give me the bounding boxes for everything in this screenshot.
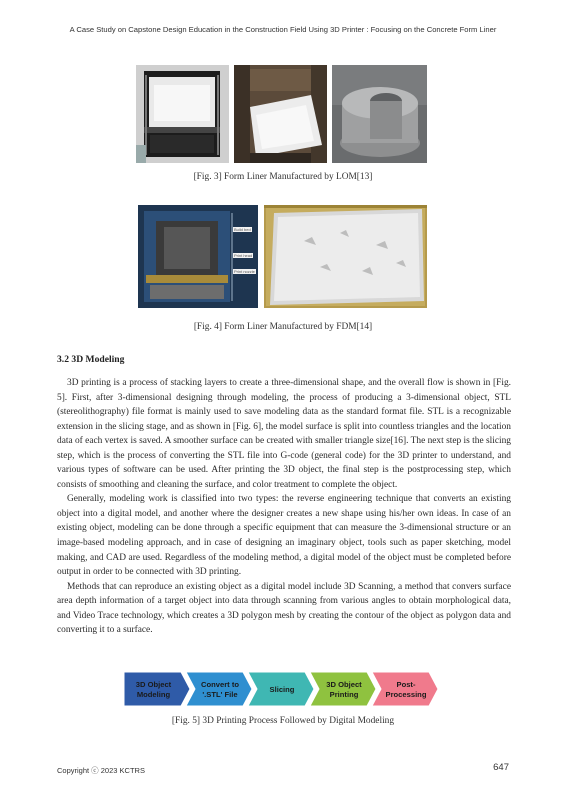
paragraph: 3D printing is a process of stacking layers to create a three-dimensional shape, and the overall flow is shown in [Fig. 5]. First, after 3-dimensional designing through modeling, the process of producing a 3-dimensional object, STL (stereolithography) file format is mainly used to save modeling data as the standard format file. STL is a recognizable extension in the slicing stage, and as shown in [Fig. 6], the model surface is split into countless triangles and the location data of each vertex is saved. A smoother surface can be created with smaller triangle size[16]. The next step is the slicing step, which is the process of converting the STL file into G-code (general code) for the 3D printer to understand, and various types of software can be used. After printing the 3D object, the final step is the postprocessing step, which consists of smoothing and cleaning the surface, and color treatment to complete the object. xyxy=(57,378,511,490)
flow-step-arrow xyxy=(310,672,376,706)
fig5-process-flow xyxy=(124,669,442,709)
footer-copyright: Copyright ⓒ 2023 KCTRS xyxy=(57,766,145,775)
flow-step xyxy=(310,672,376,706)
flow-step-arrow xyxy=(186,672,252,706)
fig4-caption: [Fig. 4] Form Liner Manufactured by FDM[14] xyxy=(193,322,373,332)
fig4-label-print-head: Print head xyxy=(234,253,253,258)
flow-step-label: Convert to xyxy=(201,680,239,689)
body-text xyxy=(57,376,511,638)
fig3-photo-lom-formwork xyxy=(234,65,327,163)
fig5-flow-svg xyxy=(124,669,442,709)
section-title: 3.2 3D Modeling xyxy=(57,354,125,365)
page-number: 647 xyxy=(493,762,509,773)
flow-step-label: 3D Object xyxy=(326,680,362,689)
flow-step-arrow xyxy=(372,672,438,706)
paragraph: Methods that can reproduce an existing object as a digital model include 3D Scanning, a method that convers surface area depth information of a target object into data through scanning from various angles to obtain morphological data, and Video Trace technology, which creates a 3D polygon mesh by creating the contour of the object as polygon data and converting it to a surface. xyxy=(57,581,511,636)
flow-step xyxy=(124,672,190,706)
running-header: A Case Study on Capstone Design Education in the Construction Field Using 3D Printer : Focusing on the Concrete Form Liner xyxy=(69,25,497,34)
flow-step xyxy=(186,672,252,706)
flow-step-label: Post- xyxy=(396,680,416,689)
flow-step-label: '.STL' File xyxy=(202,690,238,699)
flow-step-label: 3D Object xyxy=(135,680,172,689)
fig3-photo-row xyxy=(136,65,427,163)
fig3-photo-concrete-sample xyxy=(332,65,427,163)
paragraph: Generally, modeling work is classified into two types: the reverse engineering technique that converts an existing object into a digital model, and another where the designer creates a new shape using his/her own ideas. In case of an existing object, modeling can be done through a specific equipment that can measure the 3-dimensional structure or an image-based modeling approach, and in case of designing an imaginary object, tools such as paper sketching, model making, and CAD are used. Regardless of the modeling method, a digital model of the object must be completed before output in order to be connected with 3D printing. xyxy=(57,494,511,578)
flow-step-label: Processing xyxy=(385,690,427,699)
flow-step-arrow xyxy=(124,672,190,706)
fig4-photo-fdm-printer xyxy=(138,205,258,308)
flow-step xyxy=(372,672,438,706)
fig4-photo-row xyxy=(138,205,427,308)
fig3-caption: [Fig. 3] Form Liner Manufactured by LOM[13] xyxy=(193,172,373,182)
flow-step-label: Modeling xyxy=(136,690,171,699)
fig4-photo-form-liner xyxy=(264,205,427,308)
flow-step-label: Slicing xyxy=(269,685,295,694)
flow-step xyxy=(248,672,314,706)
fig4-label-print-nozzle: Print nozzle xyxy=(234,269,255,274)
fig5-caption: [Fig. 5] 3D Printing Process Followed by Digital Modeling xyxy=(171,716,395,726)
fig4-label-build-bed: Build bed xyxy=(234,227,251,232)
flow-step-label: Printing xyxy=(329,690,359,699)
fig3-photo-lom-machine xyxy=(136,65,229,163)
